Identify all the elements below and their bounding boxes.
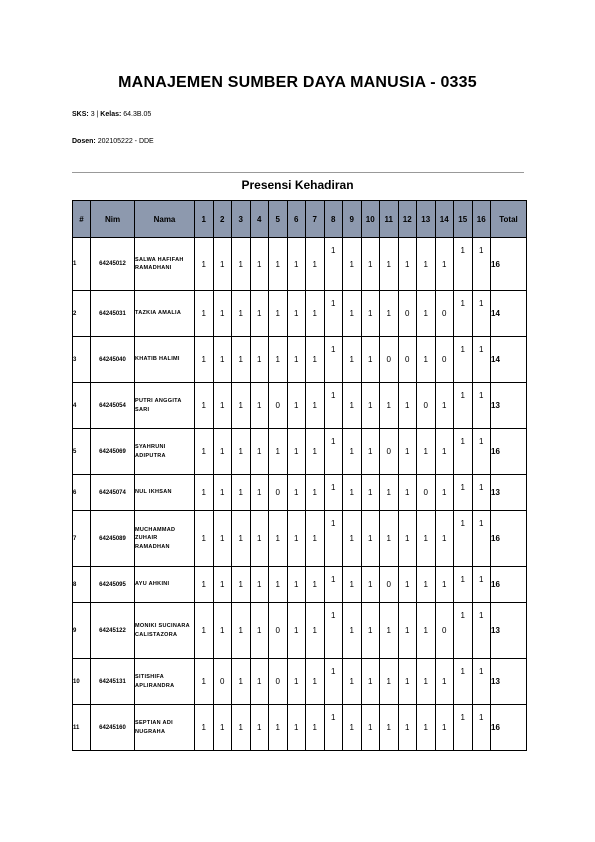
table-row [73, 511, 527, 567]
student-name: PUTRI ANGGITA SARI [135, 383, 195, 429]
attendance-mark: 1 [324, 383, 343, 429]
col-header: Nim [91, 201, 135, 238]
attendance-mark: 0 [269, 475, 288, 511]
col-header: 10 [361, 201, 380, 238]
attendance-mark: 1 [232, 659, 251, 705]
row-number: 11 [73, 705, 91, 751]
student-nim: 64245054 [91, 383, 135, 429]
attendance-total: 14 [491, 291, 527, 337]
student-name: NUL IKHSAN [135, 475, 195, 511]
attendance-mark: 1 [417, 659, 436, 705]
attendance-mark: 1 [454, 475, 473, 511]
attendance-mark: 1 [361, 659, 380, 705]
attendance-mark: 1 [324, 291, 343, 337]
attendance-mark: 0 [269, 659, 288, 705]
attendance-mark: 1 [269, 429, 288, 475]
attendance-mark: 1 [435, 238, 454, 291]
table-row [73, 429, 527, 475]
table-row [73, 475, 527, 511]
attendance-mark: 1 [472, 511, 491, 567]
attendance-mark: 1 [250, 659, 269, 705]
attendance-mark: 1 [250, 705, 269, 751]
attendance-mark: 1 [361, 705, 380, 751]
attendance-mark: 1 [435, 475, 454, 511]
sks-label: SKS: [72, 111, 89, 118]
attendance-mark: 1 [213, 337, 232, 383]
attendance-mark: 1 [343, 383, 362, 429]
attendance-mark: 1 [417, 705, 436, 751]
attendance-mark: 1 [454, 511, 473, 567]
attendance-mark: 1 [343, 511, 362, 567]
attendance-mark: 1 [195, 475, 214, 511]
col-header: 2 [213, 201, 232, 238]
attendance-mark: 1 [269, 567, 288, 603]
attendance-mark: 1 [343, 567, 362, 603]
attendance-mark: 1 [435, 567, 454, 603]
attendance-mark: 1 [287, 567, 306, 603]
attendance-mark: 1 [287, 603, 306, 659]
attendance-mark: 1 [195, 567, 214, 603]
attendance-mark: 1 [417, 511, 436, 567]
attendance-mark: 1 [343, 291, 362, 337]
attendance-mark: 1 [269, 238, 288, 291]
table-body [73, 238, 527, 751]
attendance-mark: 1 [398, 705, 417, 751]
student-nim: 64245040 [91, 337, 135, 383]
attendance-mark: 1 [361, 567, 380, 603]
table-row [73, 659, 527, 705]
student-name: TAZKIA AMALIA [135, 291, 195, 337]
attendance-mark: 1 [361, 603, 380, 659]
attendance-mark: 1 [472, 659, 491, 705]
row-number: 1 [73, 238, 91, 291]
course-title: MANAJEMEN SUMBER DAYA MANUSIA - 0335 [118, 74, 477, 91]
attendance-mark: 1 [380, 383, 399, 429]
attendance-mark: 1 [287, 475, 306, 511]
attendance-mark: 1 [398, 238, 417, 291]
attendance-mark: 1 [195, 429, 214, 475]
table-row [73, 705, 527, 751]
attendance-mark: 0 [380, 567, 399, 603]
kelas-value: 64.3B.05 [123, 111, 152, 118]
attendance-mark: 1 [324, 429, 343, 475]
row-number: 5 [73, 429, 91, 475]
table-header-row [73, 201, 527, 238]
attendance-mark: 1 [454, 383, 473, 429]
attendance-mark: 1 [398, 659, 417, 705]
table-row [73, 567, 527, 603]
attendance-mark: 1 [250, 475, 269, 511]
attendance-mark: 1 [380, 603, 399, 659]
attendance-mark: 1 [435, 511, 454, 567]
attendance-mark: 1 [213, 291, 232, 337]
attendance-mark: 1 [454, 429, 473, 475]
attendance-mark: 1 [343, 337, 362, 383]
attendance-mark: 1 [324, 337, 343, 383]
attendance-mark: 1 [213, 383, 232, 429]
attendance-mark: 1 [343, 603, 362, 659]
attendance-mark: 1 [380, 475, 399, 511]
row-number: 3 [73, 337, 91, 383]
attendance-mark: 1 [454, 337, 473, 383]
sks-value: 3 | [90, 111, 99, 118]
student-nim: 64245074 [91, 475, 135, 511]
attendance-mark: 0 [269, 603, 288, 659]
col-header: 13 [417, 201, 436, 238]
attendance-mark: 1 [398, 383, 417, 429]
attendance-mark: 1 [232, 383, 251, 429]
attendance-mark: 1 [343, 475, 362, 511]
attendance-mark: 1 [417, 429, 436, 475]
attendance-total: 13 [491, 603, 527, 659]
attendance-mark: 1 [213, 511, 232, 567]
student-name: SITISHIFA APLIRANDRA [135, 659, 195, 705]
attendance-mark: 0 [435, 291, 454, 337]
attendance-mark: 1 [213, 429, 232, 475]
attendance-mark: 1 [232, 291, 251, 337]
attendance-mark: 1 [454, 238, 473, 291]
attendance-mark: 0 [398, 291, 417, 337]
attendance-mark: 1 [195, 659, 214, 705]
table-row [73, 337, 527, 383]
student-nim: 64245160 [91, 705, 135, 751]
attendance-mark: 1 [195, 511, 214, 567]
divider [72, 172, 524, 173]
table-row [73, 603, 527, 659]
attendance-mark: 1 [306, 383, 325, 429]
attendance-mark: 1 [306, 659, 325, 705]
student-name: KHATIB HALIMI [135, 337, 195, 383]
col-header: Total [491, 201, 527, 238]
attendance-mark: 1 [324, 475, 343, 511]
attendance-mark: 1 [232, 238, 251, 291]
attendance-mark: 1 [306, 603, 325, 659]
attendance-mark: 1 [324, 238, 343, 291]
attendance-mark: 1 [324, 659, 343, 705]
col-header: 3 [232, 201, 251, 238]
attendance-mark: 0 [213, 659, 232, 705]
attendance-mark: 1 [287, 383, 306, 429]
attendance-mark: 1 [417, 567, 436, 603]
attendance-mark: 1 [361, 429, 380, 475]
attendance-mark: 1 [472, 705, 491, 751]
attendance-mark: 1 [250, 238, 269, 291]
attendance-mark: 1 [287, 429, 306, 475]
attendance-mark: 0 [417, 475, 436, 511]
attendance-mark: 1 [454, 291, 473, 337]
attendance-mark: 1 [417, 337, 436, 383]
attendance-mark: 1 [417, 238, 436, 291]
row-number: 8 [73, 567, 91, 603]
attendance-mark: 1 [361, 475, 380, 511]
row-number: 10 [73, 659, 91, 705]
student-name: AYU AHKINI [135, 567, 195, 603]
attendance-mark: 1 [361, 291, 380, 337]
col-header: 8 [324, 201, 343, 238]
attendance-mark: 1 [435, 383, 454, 429]
attendance-mark: 1 [361, 511, 380, 567]
attendance-total: 16 [491, 511, 527, 567]
attendance-mark: 0 [398, 337, 417, 383]
attendance-mark: 0 [380, 337, 399, 383]
row-number: 4 [73, 383, 91, 429]
student-nim: 64245095 [91, 567, 135, 603]
attendance-mark: 1 [250, 383, 269, 429]
student-nim: 64245089 [91, 511, 135, 567]
attendance-mark: 1 [454, 603, 473, 659]
attendance-mark: 1 [213, 705, 232, 751]
row-number: 2 [73, 291, 91, 337]
col-header: 1 [195, 201, 214, 238]
attendance-mark: 1 [361, 238, 380, 291]
attendance-mark: 1 [195, 705, 214, 751]
attendance-mark: 1 [472, 383, 491, 429]
attendance-mark: 1 [472, 337, 491, 383]
attendance-mark: 1 [195, 238, 214, 291]
attendance-mark: 1 [269, 705, 288, 751]
attendance-mark: 1 [232, 429, 251, 475]
attendance-mark: 1 [380, 705, 399, 751]
attendance-mark: 1 [287, 511, 306, 567]
attendance-total: 16 [491, 238, 527, 291]
attendance-mark: 1 [232, 705, 251, 751]
student-name: MONIKI SUCINARA CALISTAZORA [135, 603, 195, 659]
attendance-mark: 1 [213, 238, 232, 291]
attendance-mark: 1 [398, 429, 417, 475]
attendance-mark: 1 [398, 603, 417, 659]
attendance-table [72, 200, 527, 751]
attendance-mark: 1 [232, 511, 251, 567]
attendance-total: 14 [491, 337, 527, 383]
attendance-mark: 1 [250, 429, 269, 475]
attendance-mark: 1 [269, 291, 288, 337]
attendance-mark: 1 [324, 705, 343, 751]
student-nim: 64245069 [91, 429, 135, 475]
student-name: SEPTIAN ADI NUGRAHA [135, 705, 195, 751]
attendance-mark: 1 [195, 337, 214, 383]
col-header: 7 [306, 201, 325, 238]
dosen-label: Dosen: [72, 138, 96, 145]
attendance-mark: 1 [195, 291, 214, 337]
attendance-mark: 1 [306, 475, 325, 511]
student-name: SYAHRUNI ADIPUTRA [135, 429, 195, 475]
attendance-mark: 1 [232, 603, 251, 659]
attendance-mark: 0 [269, 383, 288, 429]
attendance-mark: 1 [250, 567, 269, 603]
table-row [73, 291, 527, 337]
attendance-mark: 1 [287, 337, 306, 383]
attendance-mark: 1 [472, 429, 491, 475]
attendance-mark: 1 [472, 238, 491, 291]
attendance-mark: 1 [361, 337, 380, 383]
attendance-total: 16 [491, 705, 527, 751]
attendance-total: 13 [491, 659, 527, 705]
table-row [73, 238, 527, 291]
attendance-mark: 1 [232, 337, 251, 383]
attendance-mark: 1 [250, 603, 269, 659]
attendance-mark: 1 [287, 705, 306, 751]
attendance-mark: 1 [398, 567, 417, 603]
table-row [73, 383, 527, 429]
attendance-mark: 1 [380, 511, 399, 567]
attendance-mark: 1 [306, 705, 325, 751]
attendance-mark: 0 [435, 337, 454, 383]
row-number: 9 [73, 603, 91, 659]
student-nim: 64245012 [91, 238, 135, 291]
col-header: 4 [250, 201, 269, 238]
attendance-mark: 1 [250, 337, 269, 383]
attendance-mark: 1 [380, 291, 399, 337]
row-number: 6 [73, 475, 91, 511]
attendance-mark: 1 [343, 429, 362, 475]
col-header: 12 [398, 201, 417, 238]
attendance-mark: 1 [306, 238, 325, 291]
attendance-mark: 1 [195, 383, 214, 429]
attendance-mark: 1 [213, 567, 232, 603]
attendance-mark: 0 [435, 603, 454, 659]
col-header: 11 [380, 201, 399, 238]
attendance-mark: 1 [269, 511, 288, 567]
attendance-mark: 1 [306, 429, 325, 475]
col-header: # [73, 201, 91, 238]
attendance-mark: 1 [454, 567, 473, 603]
attendance-mark: 1 [472, 291, 491, 337]
attendance-mark: 1 [380, 238, 399, 291]
attendance-mark: 1 [343, 238, 362, 291]
attendance-mark: 1 [435, 659, 454, 705]
section-title: Presensi Kehadiran [241, 178, 354, 192]
attendance-mark: 1 [435, 429, 454, 475]
attendance-mark: 0 [417, 383, 436, 429]
attendance-mark: 1 [417, 291, 436, 337]
col-header: 14 [435, 201, 454, 238]
attendance-mark: 1 [324, 567, 343, 603]
attendance-mark: 1 [287, 291, 306, 337]
attendance-mark: 1 [343, 659, 362, 705]
attendance-mark: 1 [306, 337, 325, 383]
attendance-mark: 1 [250, 511, 269, 567]
attendance-mark: 1 [435, 705, 454, 751]
student-name: SALWA HAFIFAH RAMADHANI [135, 238, 195, 291]
attendance-mark: 1 [472, 475, 491, 511]
attendance-mark: 1 [232, 567, 251, 603]
attendance-mark: 1 [195, 603, 214, 659]
attendance-mark: 1 [269, 337, 288, 383]
attendance-total: 16 [491, 567, 527, 603]
student-nim: 64245122 [91, 603, 135, 659]
kelas-label: Kelas: [100, 111, 122, 118]
student-name: MUCHAMMAD ZUHAIR RAMADHAN [135, 511, 195, 567]
lecturer-meta [72, 138, 154, 145]
attendance-mark: 1 [250, 291, 269, 337]
row-number: 7 [73, 511, 91, 567]
col-header: 5 [269, 201, 288, 238]
attendance-total: 16 [491, 429, 527, 475]
attendance-mark: 0 [380, 429, 399, 475]
attendance-total: 13 [491, 475, 527, 511]
attendance-mark: 1 [306, 291, 325, 337]
attendance-mark: 1 [287, 659, 306, 705]
attendance-mark: 1 [306, 511, 325, 567]
col-header: Nama [135, 201, 195, 238]
attendance-mark: 1 [472, 603, 491, 659]
attendance-mark: 1 [380, 659, 399, 705]
attendance-mark: 1 [324, 511, 343, 567]
attendance-mark: 1 [398, 511, 417, 567]
attendance-mark: 1 [361, 383, 380, 429]
col-header: 6 [287, 201, 306, 238]
student-nim: 64245131 [91, 659, 135, 705]
attendance-mark: 1 [213, 475, 232, 511]
attendance-mark: 1 [343, 705, 362, 751]
col-header: 16 [472, 201, 491, 238]
attendance-mark: 1 [213, 603, 232, 659]
attendance-mark: 1 [417, 603, 436, 659]
attendance-mark: 1 [287, 238, 306, 291]
attendance-mark: 1 [306, 567, 325, 603]
student-nim: 64245031 [91, 291, 135, 337]
col-header: 9 [343, 201, 362, 238]
col-header: 15 [454, 201, 473, 238]
dosen-value: 202105222 - DDE [97, 138, 154, 145]
attendance-mark: 1 [232, 475, 251, 511]
attendance-mark: 1 [454, 659, 473, 705]
course-meta [72, 111, 151, 118]
attendance-total: 13 [491, 383, 527, 429]
attendance-mark: 1 [472, 567, 491, 603]
attendance-mark: 1 [324, 603, 343, 659]
attendance-mark: 1 [398, 475, 417, 511]
attendance-mark: 1 [454, 705, 473, 751]
